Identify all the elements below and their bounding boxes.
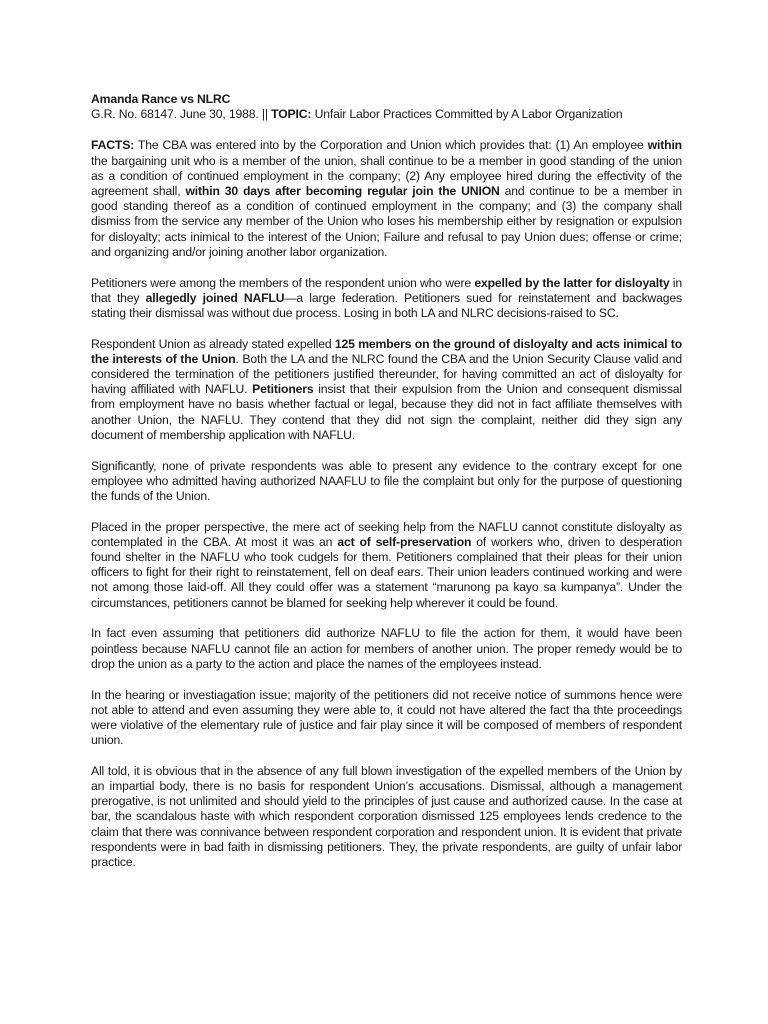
text-run: in that they bbox=[91, 275, 682, 305]
facts-paragraph-2 bbox=[91, 276, 682, 322]
text-run: and continue to be a member in good standing thereof as a condition of continued employment in the company; and (3) the company shall dismiss from the service any member of the Union who loses his membership either by resignation or expulsion for disloyalty; acts inimical to the interest of the Union; Failure and refusal to pay Union dues; offense or crime; and organizing and/or joining another labor organization. bbox=[91, 184, 682, 259]
text-run: The CBA was entered into by the Corporation and Union which provides that: (1) An employee bbox=[137, 138, 644, 153]
facts-paragraph-3 bbox=[91, 337, 682, 443]
text-run: insist that their expulsion from the Union and consequent dismissal from employment have no basis whether factual or legal, because they did not in fact affiliate themselves with another Union, the NAFLU. They contend that they did not sign the complaint, neither did they sign any document of membership application with NAFLU. bbox=[91, 382, 682, 442]
citation-number: G.R. No. 68147. June 30, 1988. || bbox=[91, 107, 268, 122]
text-run: . Both the LA and the NLRC found the CBA and the Union Security Clause valid and considered the termination of the petitioners justified thereunder, for having committed an act of disloyalty for having affiliated with NAFLU. bbox=[91, 351, 682, 397]
facts-label: FACTS: bbox=[91, 138, 135, 153]
text-run: Respondent Union as already stated expelled bbox=[91, 336, 332, 351]
bold-run: act of self-preservation bbox=[337, 534, 472, 549]
topic-text: Unfair Labor Practices Committed by A Labor Organization bbox=[314, 107, 623, 122]
text-run: of workers who, driven to desperation found shelter in the NAFLU who took cudgels for them. Petitioners complained that their pleas for their union officers to fight for their right to reinstatement, fell on deaf ears. Their union leaders continued working and were not among those laid-off. All they could offer was a statement “marunong pa kayo sa kumpanya”. Under the circumstances, petitioners cannot be blamed for seeking help wherever it could be found. bbox=[91, 534, 682, 610]
text-run: —a large federation. Petitioners sued for reinstatement and backwages stating their dismissal was without due process. Losing in both LA and NLRC decisions-raised to SC. bbox=[91, 290, 683, 320]
bold-run: within 30 days after becoming regular join the UNION bbox=[185, 184, 500, 199]
bold-run: Petitioners bbox=[252, 382, 314, 397]
text-run: the bargaining unit who is a member of the union, shall continue to be a member in good standing of the union as a condition of continued employment in the company; (2) Any employee hired during the effectivity of the agreement shall, bbox=[91, 153, 682, 199]
bold-run: expelled by the latter for disloyalty bbox=[474, 275, 670, 290]
facts-paragraph-4: Significantly, none of private respondents was able to present any evidence to the contrary except for one employee who admitted having authorized NAAFLU to file the complaint but only for the purpose of questioning the funds of the Union. bbox=[91, 458, 682, 503]
facts-paragraph-8: All told, it is obvious that in the absence of any full blown investigation of the expelled members of the Union by an impartial body, there is no basis for respondent Union’s accusations. Dismissal, although a management prerogative, is not unlimited and should yield to the principles of just cause and authorized cause. In the case at bar, the scandalous haste with which respondent corporation dismissed 125 employees lends credence to the claim that there was connivance between respondent corporation and respondent union. It is evident that private respondents were in bad faith in dismissing petitioners. They, the private respondents, are guilty of unfair labor practice. bbox=[91, 763, 682, 870]
text-run: Petitioners were among the members of the respondent union who were bbox=[91, 275, 472, 290]
bold-run: within bbox=[647, 138, 682, 153]
text-run: Placed in the proper perspective, the mere act of seeking help from the NAFLU cannot constitute disloyalty as contemplated in the CBA. At most it was an bbox=[91, 519, 682, 549]
bold-run: 125 members on the ground of disloyalty and acts inimical to the interests of the Union bbox=[91, 336, 682, 366]
case-title: Amanda Rance vs NLRC bbox=[91, 92, 231, 106]
facts-paragraph-1 bbox=[91, 138, 682, 260]
facts-paragraph-7: In the hearing or investiagation issue; majority of the petitioners did not receive notice of summons hence were not able to attend and even assuming they were able to, it could not have altered the fact tha thte proceedings were violative of the elementary rule of justice and fair play since it will be composed of members of respondent union. bbox=[91, 687, 682, 748]
facts-paragraph-6: In fact even assuming that petitioners did authorize NAFLU to file the action for them, it would have been pointless because NAFLU cannot file an action for members of another union. The proper remedy would be to drop the union as a party to the action and place the names of the employees instead. bbox=[91, 626, 682, 671]
case-citation bbox=[91, 107, 682, 122]
facts-paragraph-5 bbox=[91, 520, 682, 611]
bold-run: allegedly joined NAFLU bbox=[145, 290, 285, 305]
topic-label: TOPIC: bbox=[271, 107, 312, 122]
